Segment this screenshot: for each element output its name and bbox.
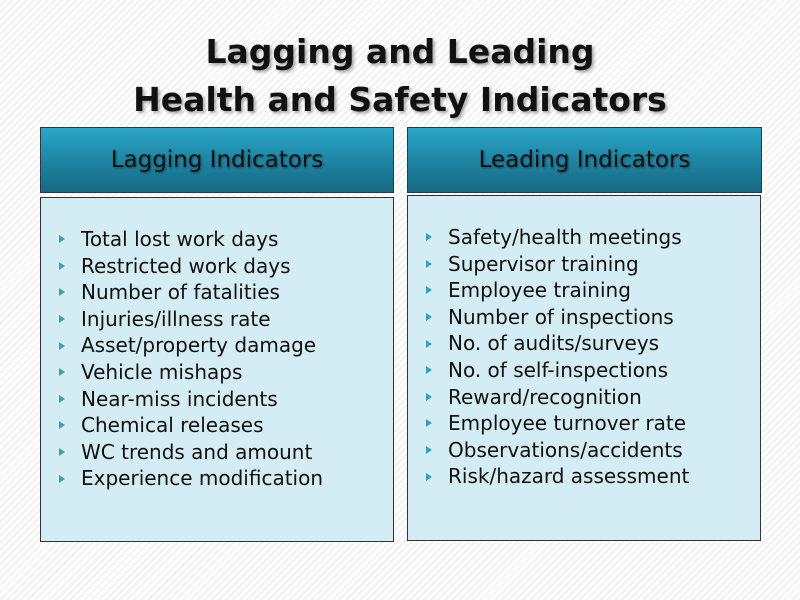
list-item [426, 277, 760, 304]
list-item-text: Restricted work days [81, 253, 291, 278]
list-item [59, 465, 393, 492]
list-item-text: Employee training [448, 278, 631, 303]
list-item-text: Asset/property damage [81, 333, 317, 358]
bullet-arrow-icon [59, 448, 65, 456]
list-item-text: Safety/health meetings [448, 225, 682, 249]
list-item [426, 251, 760, 278]
list-item [426, 357, 760, 384]
list-item-text: No. of audits/surveys [448, 331, 660, 356]
list-item-text: Injuries/illness rate [81, 306, 271, 331]
bullet-arrow-icon [426, 313, 432, 321]
bullet-arrow-icon [426, 473, 432, 481]
list-item [59, 359, 393, 386]
list-item-text: Risk/hazard assessment [448, 464, 690, 489]
list-item [426, 463, 760, 490]
list-item [59, 386, 393, 413]
list-item [426, 224, 760, 251]
bullet-arrow-icon [59, 421, 65, 429]
bullet-arrow-icon [426, 286, 432, 294]
bullet-arrow-icon [426, 260, 432, 268]
lagging-header: Lagging Indicators [40, 127, 394, 193]
list-item-text: Near-miss incidents [81, 386, 278, 411]
list-item [426, 410, 760, 437]
bullet-arrow-icon [59, 315, 65, 323]
bullet-arrow-icon [426, 393, 432, 401]
bullet-arrow-icon [59, 475, 65, 483]
bullet-arrow-icon [426, 233, 432, 241]
slide-title-line-2: Health and Safety Indicators [133, 80, 667, 119]
list-item [426, 304, 760, 331]
leading-list [408, 224, 760, 490]
list-item [59, 439, 393, 466]
list-item [59, 306, 393, 333]
list-item-text: No. of self-inspections [448, 357, 669, 382]
list-item [426, 384, 760, 411]
bullet-arrow-icon [426, 419, 432, 427]
list-item-text: Vehicle mishaps [81, 359, 243, 384]
list-item-text: Total lost work days [81, 227, 279, 251]
lagging-list-box [40, 197, 394, 542]
list-item-text: Reward/recognition [448, 384, 642, 409]
slide-title-line-1: Lagging and Leading [205, 32, 595, 71]
leading-header: Leading Indicators [407, 127, 762, 193]
list-item [426, 437, 760, 464]
bullet-arrow-icon [59, 368, 65, 376]
list-item-text: Employee turnover rate [448, 411, 687, 436]
bullet-arrow-icon [426, 340, 432, 348]
list-item-text: WC trends and amount [81, 439, 313, 464]
list-item [59, 226, 393, 253]
list-item [59, 279, 393, 306]
bullet-arrow-icon [426, 366, 432, 374]
bullet-arrow-icon [426, 446, 432, 454]
list-item-text: Observations/accidents [448, 437, 683, 462]
list-item-text: Number of inspections [448, 304, 674, 329]
list-item [59, 253, 393, 280]
bullet-arrow-icon [59, 395, 65, 403]
bullet-arrow-icon [59, 235, 65, 243]
bullet-arrow-icon [59, 288, 65, 296]
lagging-list [41, 226, 393, 492]
list-item [426, 330, 760, 357]
list-item [59, 412, 393, 439]
list-item-text: Supervisor training [448, 251, 639, 276]
bullet-arrow-icon [59, 262, 65, 270]
list-item-text: Experience modification [81, 466, 324, 491]
bullet-arrow-icon [59, 342, 65, 350]
list-item [59, 332, 393, 359]
list-item-text: Number of fatalities [81, 280, 280, 305]
leading-list-box [407, 195, 761, 541]
list-item-text: Chemical releases [81, 413, 264, 438]
